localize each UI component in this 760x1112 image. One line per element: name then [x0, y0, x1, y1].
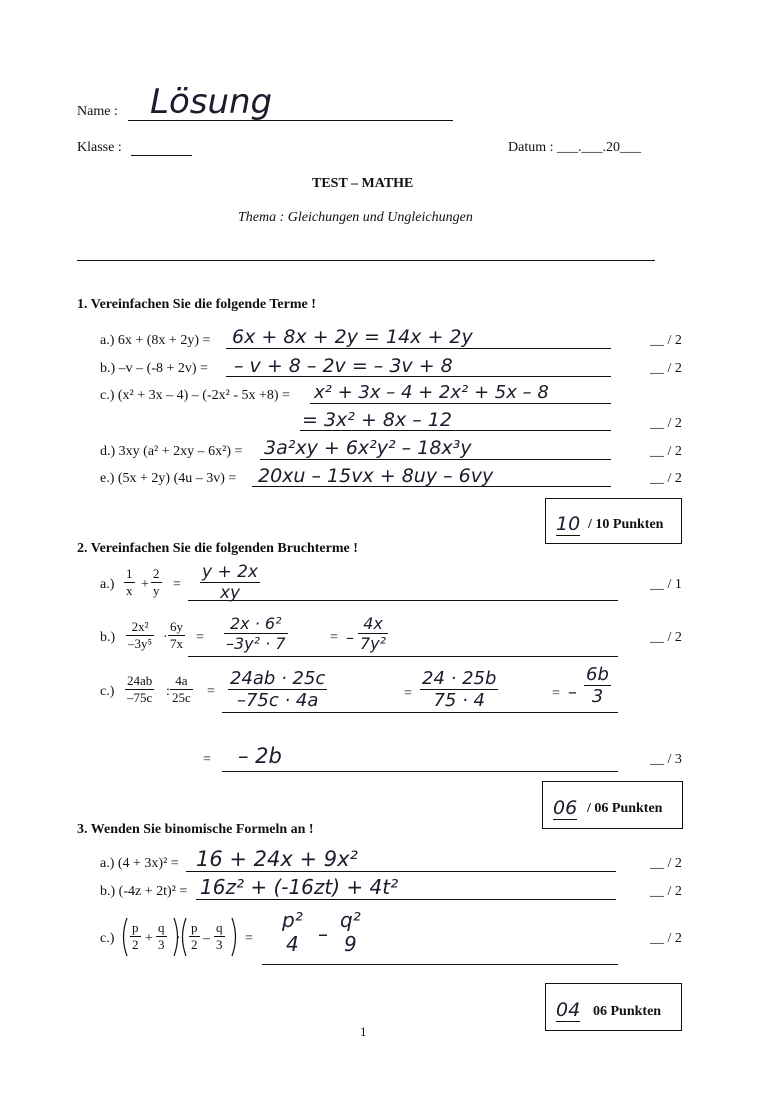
s2-a-label: a.) — [100, 577, 115, 592]
s3-b-answer: 16z² + (-16zt) + 4t² — [200, 875, 399, 899]
s1-c-label: c.) (x² + 3x – 4) – (-2x² - 5x +8) = — [100, 388, 290, 403]
s3-c-p2d: 2 — [191, 937, 198, 952]
s3-c-ans1-d: 4 — [285, 932, 299, 956]
s3-c-q2d: 3 — [216, 937, 223, 952]
s3-c-p1n: p — [132, 920, 139, 935]
s1-e-answer: 20xu – 15vx + 8uy – 6vy — [258, 465, 494, 487]
s3-c-dot: · — [176, 931, 181, 946]
s2-c-f1n: 24ab — [127, 673, 153, 688]
s2-b-f2n: 6y — [170, 619, 183, 634]
s2-c-final-eq: = — [203, 752, 211, 767]
s2-b-ans1-d: –3y² · 7 — [226, 634, 286, 653]
s2-c-f2d: 25c — [172, 690, 191, 705]
section1-title: 1. Vereinfachen Sie die folgende Terme ! — [77, 297, 316, 312]
s3-c-ans2-n: q² — [340, 908, 361, 932]
s2-a-ans-n: y + 2x — [202, 562, 258, 582]
s2-b-eq2: = — [330, 630, 338, 645]
s3-c-ans-minus: – — [318, 922, 328, 946]
s3-c-q1d: 3 — [158, 937, 165, 952]
s2-a-f1n: 1 — [126, 566, 133, 581]
s2-b-ans1-n: 2x · 6² — [224, 614, 288, 634]
s3-c-points: __ / 2 — [650, 931, 682, 946]
s3-c-ans1-n: p² — [282, 908, 303, 932]
s2-b-points: __ / 2 — [650, 630, 682, 645]
s2-c-eq2: = — [404, 686, 412, 701]
s3-c-q1n: q — [158, 920, 165, 935]
s1-c-answer: x² + 3x – 4 + 2x² + 5x – 8 — [314, 382, 549, 403]
s2-score-label: / 06 Punkten — [587, 801, 663, 816]
s2-a-ans-d: xy — [219, 583, 241, 603]
name-value: Lösung — [150, 82, 273, 122]
s2-b-eq: = — [196, 630, 204, 645]
s3-b-label: b.) (-4z + 2t)² = — [100, 884, 188, 899]
s3-score-label: 06 Punkten — [593, 1004, 662, 1019]
s2-a-plus: + — [141, 577, 149, 592]
s2-b-dot: · — [163, 630, 168, 645]
s2-c-f1d: –75c — [127, 690, 153, 705]
s2-score-value: 06 — [553, 797, 578, 819]
s2-c-ans1-n: 24ab · 25c — [230, 668, 326, 689]
s2-c-f2n: 4a — [170, 673, 193, 690]
class-label: Klasse : — [77, 140, 122, 155]
s2-a-f2d: y — [153, 583, 160, 598]
s1-e-points: __ / 2 — [650, 471, 682, 486]
s2-c-ans2-d: 75 · 4 — [433, 690, 485, 711]
s2-c-ans1-d: –75c · 4a — [236, 690, 319, 711]
s3-c-p1 — [130, 920, 141, 953]
s2-c-points: __ / 3 — [650, 752, 682, 767]
s2-c-ans2-n: 24 · 25b — [422, 668, 497, 689]
s2-b-f2d: 7x — [170, 636, 183, 651]
date-label: Datum : ___.___.20___ — [508, 140, 641, 155]
s1-a-points: __ / 2 — [650, 333, 682, 348]
s3-a-label: a.) (4 + 3x)² = — [100, 856, 179, 871]
theme: Thema : Gleichungen und Ungleichungen — [238, 210, 473, 225]
s2-b-f1d: –3y⁵ — [128, 636, 153, 651]
s1-score-label: / 10 Punkten — [588, 517, 664, 532]
section3-title: 3. Wenden Sie binomische Formeln an ! — [77, 822, 314, 837]
s3-c-p2 — [189, 920, 200, 953]
s3-c-label: c.) — [100, 931, 115, 946]
s2-c-ans3-n: 6b — [586, 664, 609, 685]
s2-a-f2n: 2 — [153, 566, 160, 581]
s2-c-eq3: = — [552, 686, 560, 701]
s2-a-eq: = — [173, 577, 181, 592]
page-number: 1 — [360, 1024, 367, 1039]
s1-d-points: __ / 2 — [650, 444, 682, 459]
s1-b-label: b.) –v – (-8 + 2v) = — [100, 361, 208, 376]
s1-b-answer: – v + 8 – 2v = – 3v + 8 — [234, 355, 453, 377]
s2-b-label: b.) — [100, 630, 116, 645]
s3-c-minus: – — [203, 931, 210, 946]
s2-b-ans2-d: 7y² — [360, 634, 387, 653]
s3-c-answer1 — [280, 908, 305, 956]
s1-e-label: e.) (5x + 2y) (4u – 3v) = — [100, 471, 237, 486]
s2-a-points: __ / 1 — [650, 577, 682, 592]
s3-c-p2n: p — [191, 920, 198, 935]
s2-b-f1n: 2x² — [126, 619, 154, 636]
s3-a-points: __ / 2 — [650, 856, 682, 871]
s2-b-minus: – — [346, 628, 354, 647]
s3-score-box — [545, 983, 682, 1031]
s1-c-points: __ / 2 — [650, 416, 682, 431]
s1-b-points: __ / 2 — [650, 361, 682, 376]
s1-d-answer: 3a²xy + 6x²y² – 18x³y — [264, 437, 472, 459]
s1-c-answer2: = 3x² + 8x – 12 — [302, 409, 452, 431]
s3-c-q1 — [156, 920, 167, 953]
s2-b-ans2-n: 4x — [358, 614, 388, 634]
s3-b-points: __ / 2 — [650, 884, 682, 899]
s2-a-f1d: x — [126, 583, 133, 598]
s3-c-eq: = — [245, 931, 253, 946]
s2-c-ans3-d: 3 — [591, 686, 604, 707]
s3-c-q2 — [214, 920, 225, 953]
s2-c-label: c.) — [100, 684, 115, 699]
s2-c-colon: : — [166, 684, 170, 699]
s3-c-answer2 — [338, 908, 363, 956]
s3-a-answer: 16 + 24x + 9x² — [196, 847, 358, 871]
s2-c-minus: – — [568, 682, 577, 703]
name-label: Name : — [77, 104, 118, 119]
s1-a-label: a.) 6x + (8x + 2y) = — [100, 333, 211, 348]
test-title: TEST – MATHE — [312, 176, 414, 191]
section2-title: 2. Vereinfachen Sie die folgenden Bruchterme ! — [77, 541, 358, 556]
s2-c-eq: = — [207, 684, 215, 699]
s3-c-line — [262, 964, 618, 965]
s1-a-answer: 6x + 8x + 2y = 14x + 2y — [232, 326, 473, 348]
s1-d-label: d.) 3xy (a² + 2xy – 6x²) = — [100, 444, 243, 459]
s3-c-ans2-d: 9 — [343, 932, 357, 956]
s2-c-final: – 2b — [238, 744, 282, 768]
s3-c-p1d: 2 — [132, 937, 139, 952]
s3-c-plus: + — [145, 931, 153, 946]
s3-score-value: 04 — [556, 999, 581, 1021]
s3-c-q2n: q — [216, 920, 223, 935]
s1-score-value: 10 — [556, 513, 581, 535]
